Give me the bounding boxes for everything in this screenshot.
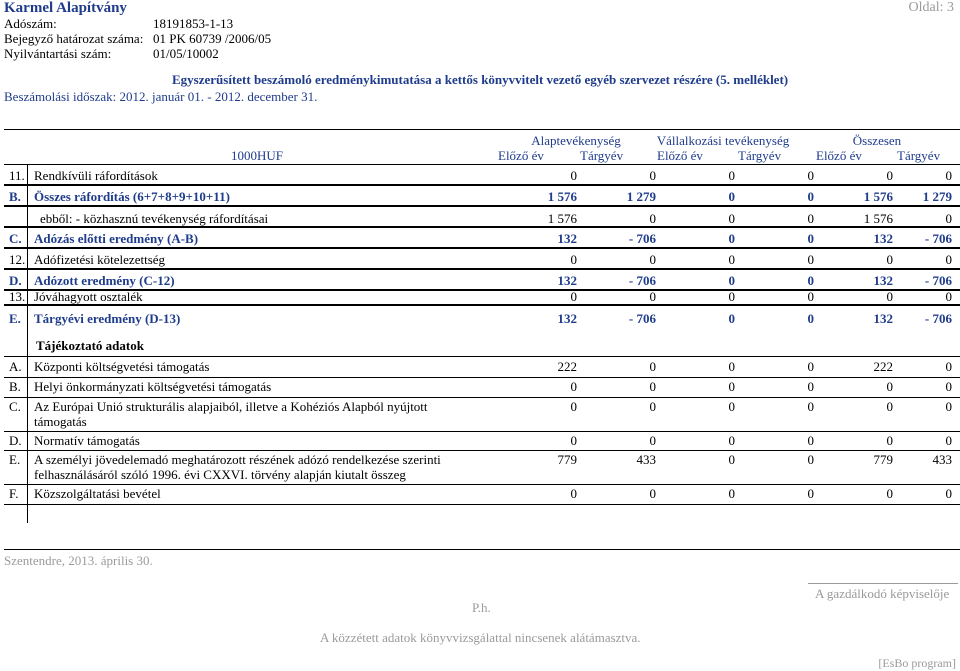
registration-decision-label: Bejegyző határozat száma: bbox=[4, 31, 144, 46]
cell-value: 0 bbox=[807, 486, 814, 501]
cell-value: 0 bbox=[728, 273, 735, 288]
col-header-business-curr: Tárgyév bbox=[738, 148, 782, 163]
cell-value: 0 bbox=[570, 252, 577, 267]
table-row bbox=[4, 165, 960, 186]
cell-value: 0 bbox=[570, 433, 577, 448]
cell-value: - 706 bbox=[924, 311, 952, 326]
group-header-total: Összesen bbox=[852, 133, 902, 148]
cell-value: 0 bbox=[807, 433, 814, 448]
table-row bbox=[4, 485, 960, 505]
cell-value: 0 bbox=[945, 433, 952, 448]
table-row bbox=[4, 306, 960, 334]
cell-value: 0 bbox=[728, 189, 735, 204]
cell-value: 0 bbox=[807, 399, 814, 414]
tax-number-label: Adószám: bbox=[4, 16, 57, 31]
table-row bbox=[4, 186, 960, 207]
cell-value: - 706 bbox=[924, 231, 952, 246]
cell-value: 0 bbox=[807, 231, 814, 246]
cell-value: 0 bbox=[649, 252, 656, 267]
cell-value: 0 bbox=[728, 211, 735, 226]
row-code: D. bbox=[9, 433, 22, 448]
table-row bbox=[4, 291, 960, 306]
row-code: E. bbox=[9, 452, 21, 467]
cell-value: - 706 bbox=[924, 273, 952, 288]
row-label: A személyi jövedelemadó meghatározott részének adózó rendelkezése szerinti felhasználásáról szóló 1996. évi CXXVI. törvény alapján kiutalt összeg bbox=[34, 452, 441, 482]
cell-value: 222 bbox=[557, 359, 577, 374]
row-label: Adózás előtti eredmény (A-B) bbox=[34, 231, 199, 246]
stamp-placeholder: P.h. bbox=[472, 600, 491, 615]
cell-value: 0 bbox=[807, 379, 814, 394]
cell-value: 222 bbox=[873, 359, 893, 374]
cell-value: 0 bbox=[807, 359, 814, 374]
table-row bbox=[4, 270, 960, 291]
cell-value: 0 bbox=[649, 433, 656, 448]
row-code: 11. bbox=[9, 168, 25, 183]
table-row bbox=[4, 249, 960, 270]
cell-value: 0 bbox=[649, 359, 656, 374]
cell-value: 0 bbox=[728, 168, 735, 183]
col-header-total-curr: Tárgyév bbox=[897, 148, 941, 163]
cell-value: 0 bbox=[728, 359, 735, 374]
table-row bbox=[4, 432, 960, 451]
registry-number-value: 01/05/10002 bbox=[153, 46, 219, 61]
row-label: Közszolgáltatási bevétel bbox=[34, 486, 161, 501]
cell-value: 0 bbox=[728, 289, 735, 304]
cell-value: 0 bbox=[728, 433, 735, 448]
cell-value: 132 bbox=[873, 231, 893, 246]
row-label: Összes ráfordítás (6+7+8+9+10+11) bbox=[34, 189, 230, 204]
audit-notice: A közzétett adatok könyvvizsgálattal nincsenek alátámasztva. bbox=[320, 630, 641, 645]
cell-value: 0 bbox=[570, 379, 577, 394]
organization-name: Karmel Alapítvány bbox=[4, 0, 127, 16]
cell-value: 0 bbox=[570, 168, 577, 183]
cell-value: 433 bbox=[636, 452, 656, 467]
cell-value: 0 bbox=[945, 359, 952, 374]
cell-value: 0 bbox=[945, 168, 952, 183]
cell-value: 0 bbox=[649, 289, 656, 304]
row-label: Jóváhagyott osztalék bbox=[34, 289, 143, 304]
cell-value: 0 bbox=[570, 289, 577, 304]
row-code: E. bbox=[9, 311, 21, 326]
col-header-core-curr: Tárgyév bbox=[580, 148, 624, 163]
cell-value: 0 bbox=[649, 486, 656, 501]
cell-value: 779 bbox=[557, 452, 577, 467]
cell-value: 0 bbox=[807, 273, 814, 288]
table-row bbox=[4, 207, 960, 228]
cell-value: 132 bbox=[557, 273, 577, 288]
cell-value: 0 bbox=[807, 289, 814, 304]
cell-value: 0 bbox=[649, 211, 656, 226]
cell-value: 0 bbox=[886, 252, 893, 267]
info-section-heading: Tájékoztató adatok bbox=[36, 338, 144, 353]
cell-value: 1 576 bbox=[863, 211, 893, 226]
row-code: 12. bbox=[9, 252, 26, 267]
cell-value: 0 bbox=[728, 379, 735, 394]
table-row bbox=[4, 451, 960, 485]
report-title: Egyszerűsített beszámoló eredménykimutatása a kettős könyvvitelt vezető egyéb szervezet részére (5. melléklet) bbox=[172, 72, 789, 87]
cell-value: 0 bbox=[728, 252, 735, 267]
cell-value: 0 bbox=[886, 433, 893, 448]
cell-value: 0 bbox=[807, 211, 814, 226]
col-header-business-prev: Előző év bbox=[657, 148, 703, 163]
cell-value: 0 bbox=[886, 399, 893, 414]
reporting-period: Beszámolási időszak: 2012. január 01. - 2012. december 31. bbox=[4, 89, 318, 104]
cell-value: 1 576 bbox=[547, 211, 577, 226]
row-code: C. bbox=[9, 399, 21, 414]
table-row bbox=[4, 228, 960, 249]
row-label: Az Európai Unió strukturális alapjaiból, illetve a Kohéziós Alapból nyújtott támogatás bbox=[34, 399, 428, 429]
cell-value: 0 bbox=[807, 311, 814, 326]
cell-value: 0 bbox=[807, 452, 814, 467]
table-row bbox=[4, 378, 960, 398]
row-label: Tárgyévi eredmény (D-13) bbox=[34, 311, 181, 326]
cell-value: 0 bbox=[807, 168, 814, 183]
signature-line bbox=[808, 583, 958, 584]
table-row bbox=[4, 398, 960, 432]
row-code: D. bbox=[9, 273, 22, 288]
cell-value: 132 bbox=[557, 231, 577, 246]
row-label: Adófizetési kötelezettség bbox=[34, 252, 166, 267]
table-row bbox=[4, 357, 960, 378]
cell-value: 433 bbox=[932, 452, 952, 467]
cell-value: 0 bbox=[807, 189, 814, 204]
cell-value: 0 bbox=[886, 379, 893, 394]
row-label: Helyi önkormányzati költségvetési támogatás bbox=[34, 379, 272, 394]
cell-value: 0 bbox=[728, 231, 735, 246]
registration-decision-value: 01 PK 60739 /2006/05 bbox=[153, 31, 272, 46]
cell-value: 132 bbox=[873, 311, 893, 326]
registry-number-label: Nyilvántartási szám: bbox=[4, 46, 112, 61]
cell-value: 0 bbox=[649, 168, 656, 183]
cell-value: 779 bbox=[873, 452, 893, 467]
row-label: Rendkívüli ráfordítások bbox=[34, 168, 158, 183]
signature-label: A gazdálkodó képviselője bbox=[815, 586, 950, 601]
row-code: F. bbox=[9, 486, 19, 501]
row-code: 13. bbox=[9, 289, 26, 304]
program-name: [EsBo program] bbox=[878, 656, 956, 670]
currency-unit: 1000HUF bbox=[231, 148, 284, 163]
cell-value: 1 279 bbox=[626, 189, 656, 204]
row-label: Normatív támogatás bbox=[34, 433, 140, 448]
cell-value: - 706 bbox=[628, 311, 656, 326]
cell-value: 1 576 bbox=[547, 189, 577, 204]
cell-value: - 706 bbox=[628, 273, 656, 288]
cell-value: 0 bbox=[728, 311, 735, 326]
cell-value: 0 bbox=[807, 252, 814, 267]
cell-value: 0 bbox=[886, 486, 893, 501]
cell-value: 0 bbox=[728, 399, 735, 414]
cell-value: 0 bbox=[945, 252, 952, 267]
cell-value: 1 576 bbox=[863, 189, 893, 204]
row-code: A. bbox=[9, 359, 22, 374]
group-header-business: Vállalkozási tevékenység bbox=[656, 133, 790, 148]
cell-value: 0 bbox=[945, 486, 952, 501]
col-header-core-prev: Előző év bbox=[498, 148, 544, 163]
cell-value: 0 bbox=[649, 399, 656, 414]
cell-value: 0 bbox=[728, 486, 735, 501]
tax-number-value: 18191853-1-13 bbox=[153, 16, 234, 31]
cell-value: 0 bbox=[945, 289, 952, 304]
cell-value: 0 bbox=[570, 486, 577, 501]
row-label: Központi költségvetési támogatás bbox=[34, 359, 210, 374]
cell-value: 0 bbox=[728, 452, 735, 467]
cell-value: 0 bbox=[945, 399, 952, 414]
cell-value: 1 279 bbox=[922, 189, 952, 204]
cell-value: - 706 bbox=[628, 231, 656, 246]
col-header-total-prev: Előző év bbox=[816, 148, 862, 163]
group-header-core: Alaptevékenység bbox=[531, 133, 621, 148]
footer-rule bbox=[4, 549, 960, 550]
cell-value: 132 bbox=[557, 311, 577, 326]
cell-value: 0 bbox=[945, 211, 952, 226]
row-code: B. bbox=[9, 189, 21, 204]
cell-value: 132 bbox=[873, 273, 893, 288]
cell-value: 0 bbox=[945, 379, 952, 394]
row-label: ebből: - közhasznú tevékenység ráfordításai bbox=[40, 211, 269, 226]
place-and-date: Szentendre, 2013. április 30. bbox=[4, 553, 153, 568]
cell-value: 0 bbox=[649, 379, 656, 394]
row-code: B. bbox=[9, 379, 21, 394]
page-number: Oldal: 3 bbox=[908, 0, 954, 15]
row-label: Adózott eredmény (C-12) bbox=[34, 273, 175, 288]
row-code: C. bbox=[9, 231, 22, 246]
cell-value: 0 bbox=[570, 399, 577, 414]
cell-value: 0 bbox=[886, 168, 893, 183]
cell-value: 0 bbox=[886, 289, 893, 304]
